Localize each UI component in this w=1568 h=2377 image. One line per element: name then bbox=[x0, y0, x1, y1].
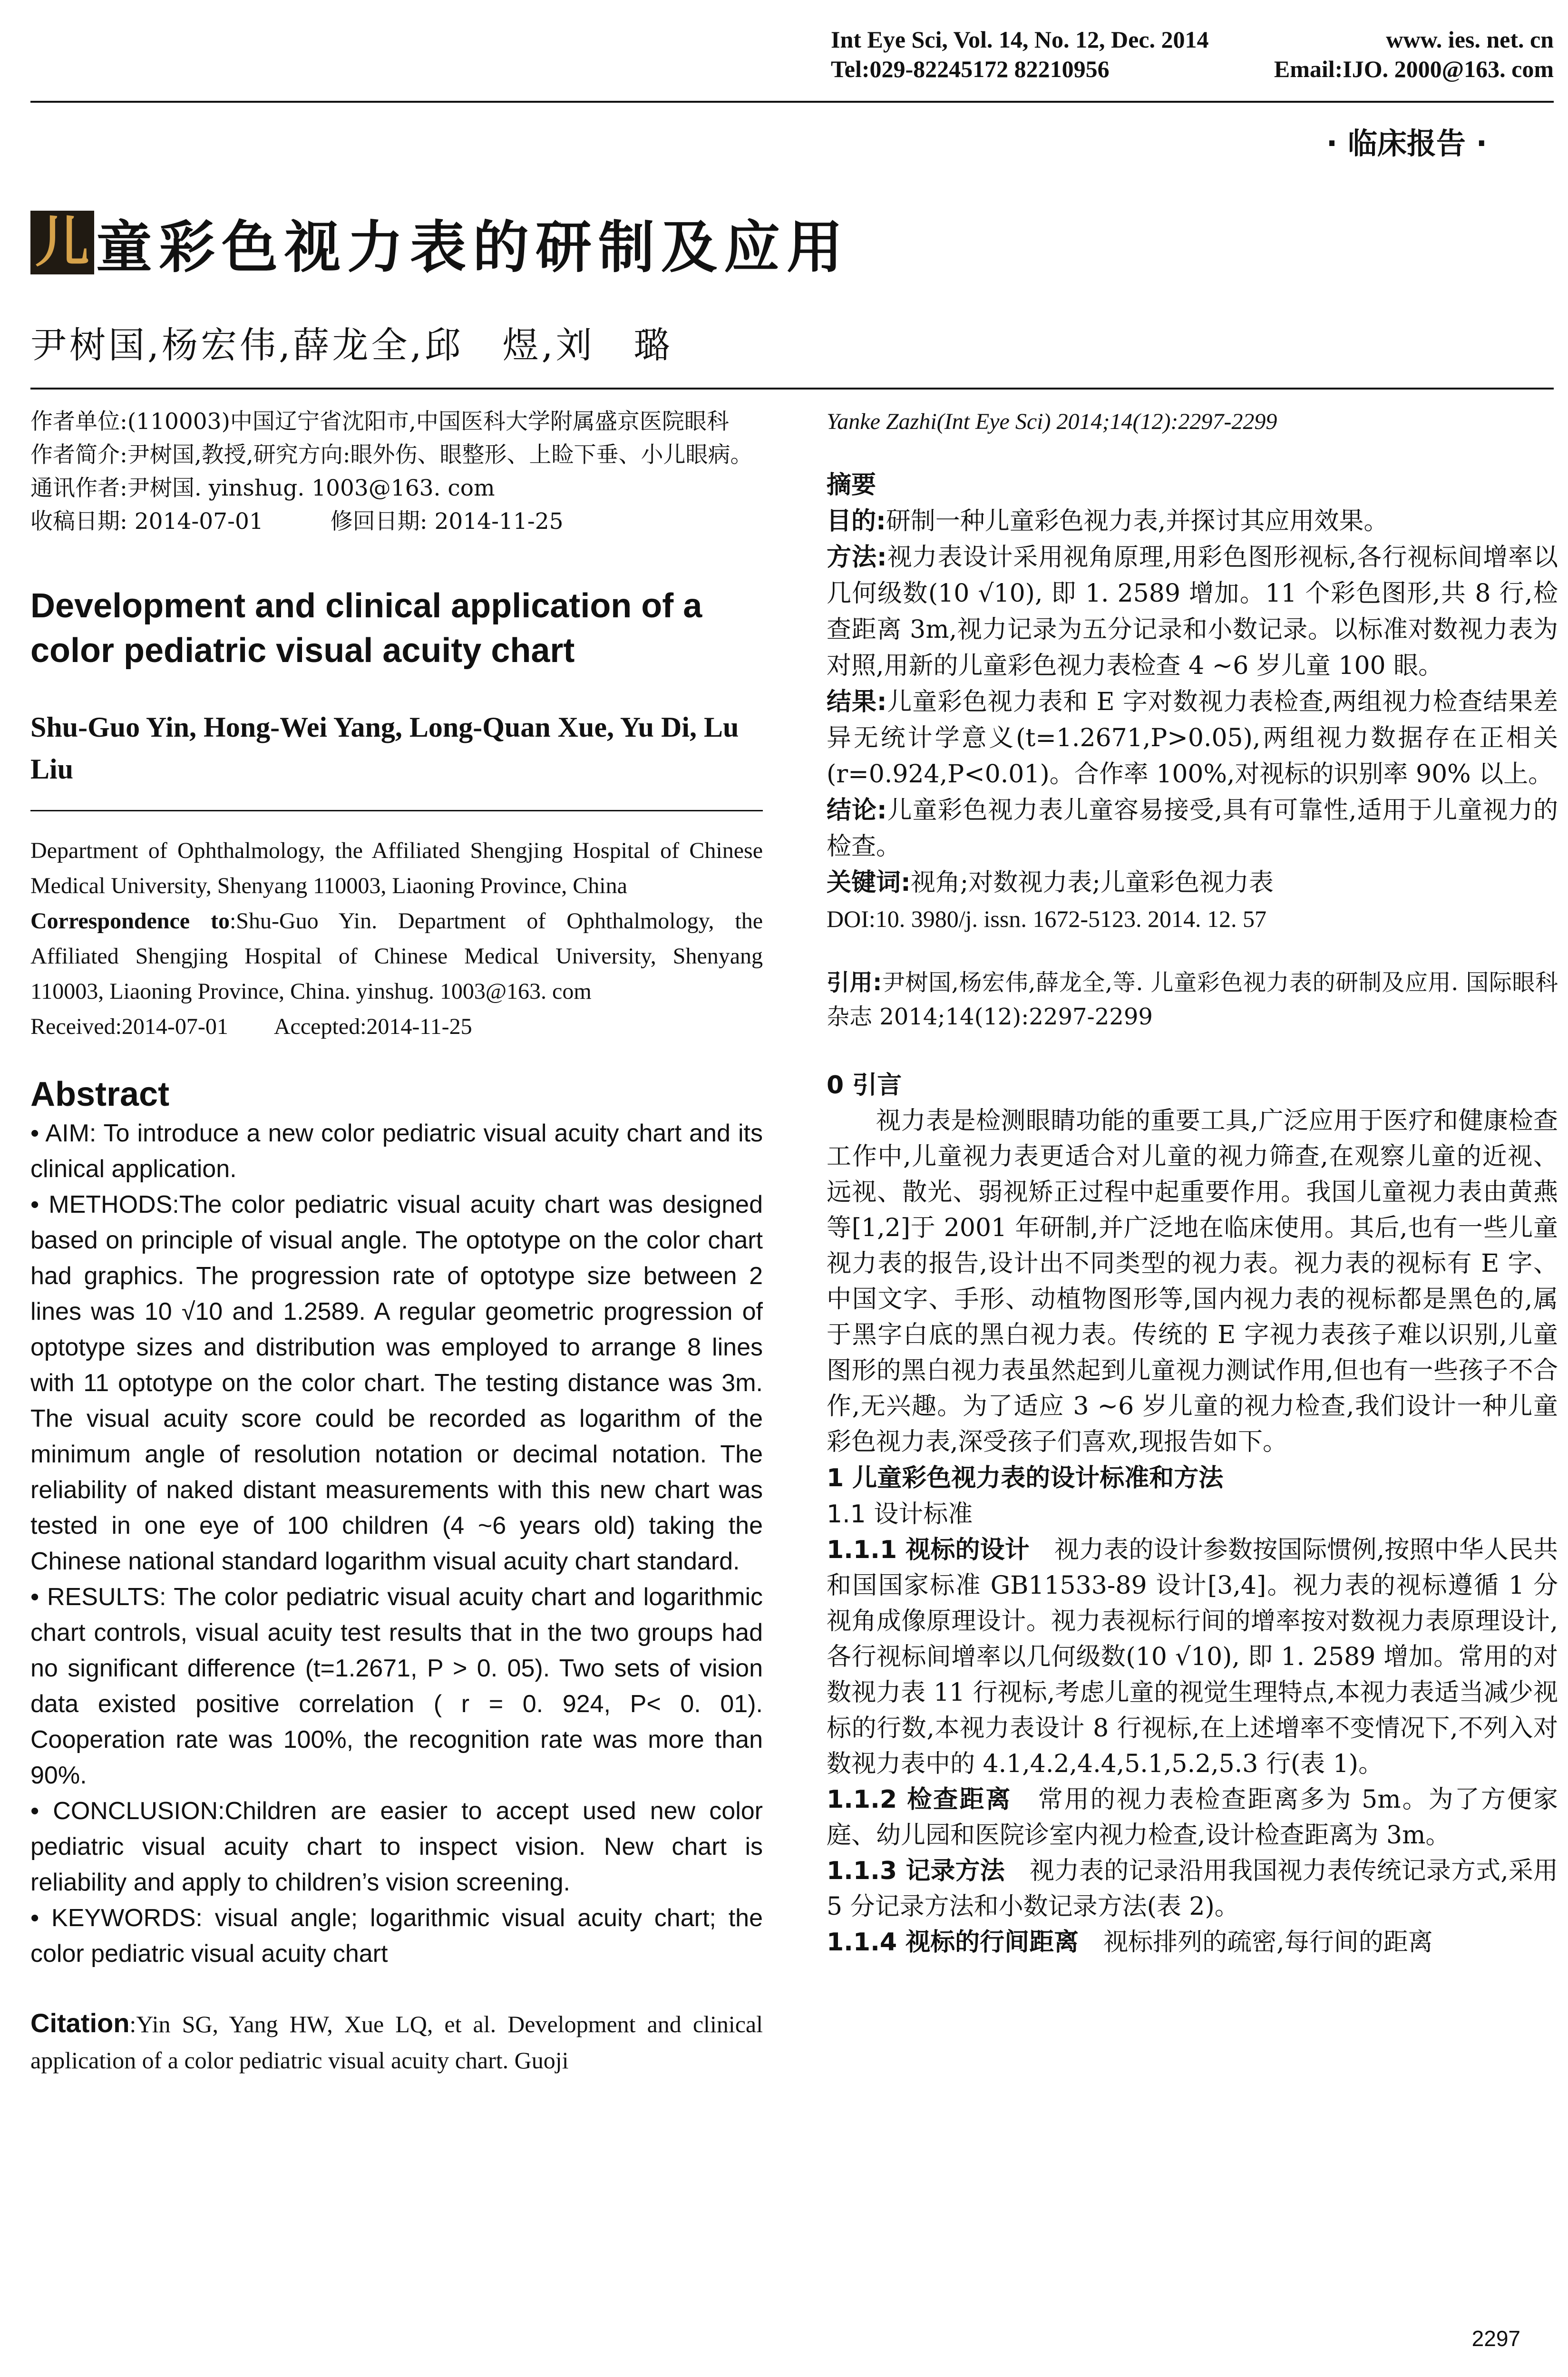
journal-website[interactable]: www. ies. net. cn bbox=[1386, 26, 1554, 53]
english-title: Development and clinical application of a color pediatric visual acuity chart bbox=[30, 587, 702, 670]
section-1-1-3-label: 1.1.3 记录方法 bbox=[827, 1857, 1005, 1885]
citation-en bbox=[30, 2005, 763, 2078]
page-number: 2297 bbox=[1471, 2326, 1520, 2351]
english-authors: Shu-Guo Yin, Hong-Wei Yang, Long-Quan Xue, Yu Di, Lu Liu bbox=[30, 711, 739, 785]
abstract-cn-results bbox=[827, 684, 1558, 792]
article-title bbox=[30, 202, 849, 283]
title-first-char: 儿 bbox=[30, 211, 94, 274]
conclusion-cn-text: 儿童彩色视力表儿童容易接受,具有可靠性,适用于儿童视力的检查。 bbox=[827, 796, 1558, 861]
right-column bbox=[827, 405, 1558, 1960]
correspondence-en bbox=[30, 904, 763, 1009]
keywords-cn-text: 视角;对数视力表;儿童彩色视力表 bbox=[910, 868, 1274, 897]
section-1-1-4-label: 1.1.4 视标的行间距离 bbox=[827, 1928, 1079, 1957]
cite-cn bbox=[827, 965, 1558, 1034]
cite-cn-text: 尹树国,杨宏伟,薛龙全,等. 儿童彩色视力表的研制及应用. 国际眼科杂志 2014;14(12):2297-2299 bbox=[827, 969, 1558, 1030]
section-1-1-3 bbox=[827, 1853, 1558, 1925]
section-1-1-2-label: 1.1.2 检查距离 bbox=[827, 1785, 1012, 1814]
aim-cn-text: 研制一种儿童彩色视力表,并探讨其应用效果。 bbox=[886, 507, 1389, 536]
keywords-cn-label: 关键词: bbox=[827, 868, 911, 897]
citation-continued: Yanke Zazhi(Int Eye Sci) 2014;14(12):2297-2299 bbox=[827, 409, 1277, 434]
section-1-1-4 bbox=[827, 1925, 1558, 1960]
author-bio-cn: 作者简介:尹树国,教授,研究方向:眼外伤、眼整形、上睑下垂、小儿眼病。 bbox=[30, 442, 753, 468]
correspondence-label: Correspondence to bbox=[30, 908, 230, 934]
results-cn-label: 结果: bbox=[827, 688, 887, 716]
correspondence-text: :Shu-Guo Yin. Department of Ophthalmology, the Affiliated Shengjing Hospital of Chinese Medical University, Shenyang 110003, Liaoning Province, China. yinshug. 1003@163. com bbox=[30, 908, 763, 1004]
journal-info: Int Eye Sci, Vol. 14, No. 12, Dec. 2014 bbox=[831, 26, 1209, 53]
aim-cn-label: 目的: bbox=[827, 507, 886, 536]
header-rule bbox=[30, 101, 1554, 103]
left-column bbox=[30, 405, 763, 2078]
affiliation-en: Department of Ophthalmology, the Affiliated Shengjing Hospital of Chinese Medical University, Shenyang 110003, Liaoning Province, China bbox=[30, 838, 763, 898]
abstract-cn-methods bbox=[827, 539, 1558, 684]
section-1-1-3-text: 视力表的记录沿用我国视力表传统记录方式,采用 5 分记录方法和小数记录方法(表 2)。 bbox=[827, 1857, 1558, 1921]
doi[interactable]: DOI:10. 3980/j. issn. 1672-5123. 2014. 12. 57 bbox=[827, 906, 1266, 932]
section-1-1-1-label: 1.1.1 视标的设计 bbox=[827, 1536, 1030, 1564]
correspondence-cn: 通讯作者:尹树国. yinshug. 1003@163. com bbox=[30, 475, 495, 501]
author-rule bbox=[30, 810, 763, 811]
affiliation-cn: 作者单位:(110003)中国辽宁省沈阳市,中国医科大学附属盛京医院眼科 bbox=[30, 409, 729, 435]
running-header bbox=[831, 25, 1554, 84]
citation-label: Citation bbox=[30, 2008, 130, 2038]
section-1-1-1-text: 视力表的设计参数按国际惯例,按照中华人民共和国国家标准 GB11533-89 设计[3,4]。视力表的视标遵循 1 分视角成像原理设计。视力表视标行间的增率按对数视力表原理设计,各行视标间增率以几何级数(10 √10), 即 1. 2589 增加。常用的对数视力表 11 行视标,考虑儿童的视觉生理特点,本视力表适当减少视标的行数,本视力表设计 8 行视标,在上述增率不变情况下,不列入对数视力表中的 4.1,4.2,4.4,5.1,5.2,5.3 行(表 1)。 bbox=[827, 1536, 1558, 1778]
abstract-conclusion: • CONCLUSION:Children are easier to accept used new color pediatric visual acuity chart to inspect vision. New chart is reliability and apply to children’s vision screening. bbox=[30, 1797, 763, 1896]
section-1-heading: 1 儿童彩色视力表的设计标准和方法 bbox=[827, 1464, 1224, 1492]
abstract-keywords: • KEYWORDS: visual angle; logarithmic visual acuity chart; the color pediatric visual acuity chart bbox=[30, 1904, 763, 1968]
conclusion-cn-label: 结论: bbox=[827, 796, 887, 825]
section-1-1-heading: 1.1 设计标准 bbox=[827, 1500, 973, 1529]
abstract-cn-aim bbox=[827, 503, 1558, 539]
citation-text: :Yin SG, Yang HW, Xue LQ, et al. Development and clinical application of a color pediatric visual acuity chart. Guoji bbox=[30, 2011, 763, 2074]
section-1-1-4-text: 视标排列的疏密,每行间的距离 bbox=[1079, 1928, 1433, 1957]
section-1-1-1 bbox=[827, 1532, 1558, 1782]
dates-cn: 收稿日期: 2014-07-01 修回日期: 2014-11-25 bbox=[30, 508, 564, 535]
methods-cn-label: 方法: bbox=[827, 543, 887, 572]
cite-cn-label: 引用: bbox=[827, 969, 882, 996]
abstract-methods: • METHODS:The color pediatric visual acuity chart was designed based on principle of visual angle. The optotype on the color chart had graphics. The progression rate of optotype size between 2 lines was 10 √10 and 1.2589. A regular geometric progression of optotype sizes and distribution was employed to arrange 8 lines with 11 optotype on the color chart. The testing distance was 3m. The visual acuity score could be recorded as logarithm of the minimum angle of resolution notation or decimal notation. The reliability of naked distant measurements with this new chart was tested in one eye of 100 children (4 ~6 years old) taking the Chinese national standard logarithm visual acuity chart standard. bbox=[30, 1191, 763, 1575]
title-rule bbox=[30, 388, 1554, 390]
section-tag: · 临床报告 · bbox=[1326, 126, 1487, 161]
journal-tel: Tel:029-82245172 82210956 bbox=[831, 56, 1110, 82]
abstract-heading: Abstract bbox=[30, 1075, 170, 1113]
abstract-cn-conclusion bbox=[827, 792, 1558, 865]
section-0-heading: 0 引言 bbox=[827, 1071, 902, 1100]
section-1-1-2 bbox=[827, 1782, 1558, 1853]
abstract-aim: • AIM: To introduce a new color pediatric visual acuity chart and its clinical application. bbox=[30, 1120, 763, 1183]
results-cn-text: 儿童彩色视力表和 E 字对数视力表检查,两组视力检查结果差异无统计学意义(t=1.2671,P>0.05),两组视力数据存在正相关(r=0.924,P<0.01)。合作率 100%,对视标的识别率 90% 以上。 bbox=[827, 688, 1558, 789]
journal-email[interactable]: Email:IJO. 2000@163. com bbox=[1274, 56, 1554, 82]
title-rest: 童彩色视力表的研制及应用 bbox=[96, 214, 850, 280]
received-accepted: Received:2014-07-01 Accepted:2014-11-25 bbox=[30, 1014, 472, 1039]
abstract-cn-keywords bbox=[827, 865, 1558, 901]
section-1-1-2-text: 常用的视力表检查距离多为 5m。为了方便家庭、幼儿园和医院诊室内视力检查,设计检查距离为 3m。 bbox=[827, 1785, 1558, 1850]
methods-cn-text: 视力表设计采用视角原理,用彩色图形视标,各行视标间增率以几何级数(10 √10), 即 1. 2589 增加。11 个彩色图形,共 8 行,检查距离 3m,视力记录为五分记录和小数记录。以标准对数视力表为对照,用新的儿童彩色视力表检查 4 ~6 岁儿童 100 眼。 bbox=[827, 543, 1558, 680]
section-0-text: 视力表是检测眼睛功能的重要工具,广泛应用于医疗和健康检查工作中,儿童视力表更适合对儿童的视力筛查,在观察儿童的近视、远视、散光、弱视矫正过程中起重要作用。我国儿童视力表由黄燕等[1,2]于 2001 年研制,并广泛地在临床使用。其后,也有一些儿童视力表的报告,设计出不同类型的视力表。视力表的视标有 E 字、中国文字、手形、动植物图形等,国内视力表的视标都是黑色的,属于黑字白底的黑白视力表。传统的 E 字视力表孩子难以识别,儿童图形的黑白视力表虽然起到儿童视力测试作用,但也有一些孩子不合作,无兴趣。为了适应 3 ~6 岁儿童的视力检查,我们设计一种儿童彩色视力表,深受孩子们喜欢,现报告如下。 bbox=[827, 1107, 1558, 1456]
authors-cn: 尹树国,杨宏伟,薛龙全,邱 煜,刘 璐 bbox=[30, 324, 673, 366]
abstract-cn-heading: 摘要 bbox=[827, 471, 877, 499]
abstract-results: • RESULTS: The color pediatric visual acuity chart and logarithmic chart controls, visual acuity test results that in the two groups had no significant difference (t=1.2671, P > 0. 05). Two sets of vision data existed positive correlation ( r = 0. 924, P< 0. 01). Cooperation rate was 100%, the recognition rate was more than 90%. bbox=[30, 1583, 763, 1789]
